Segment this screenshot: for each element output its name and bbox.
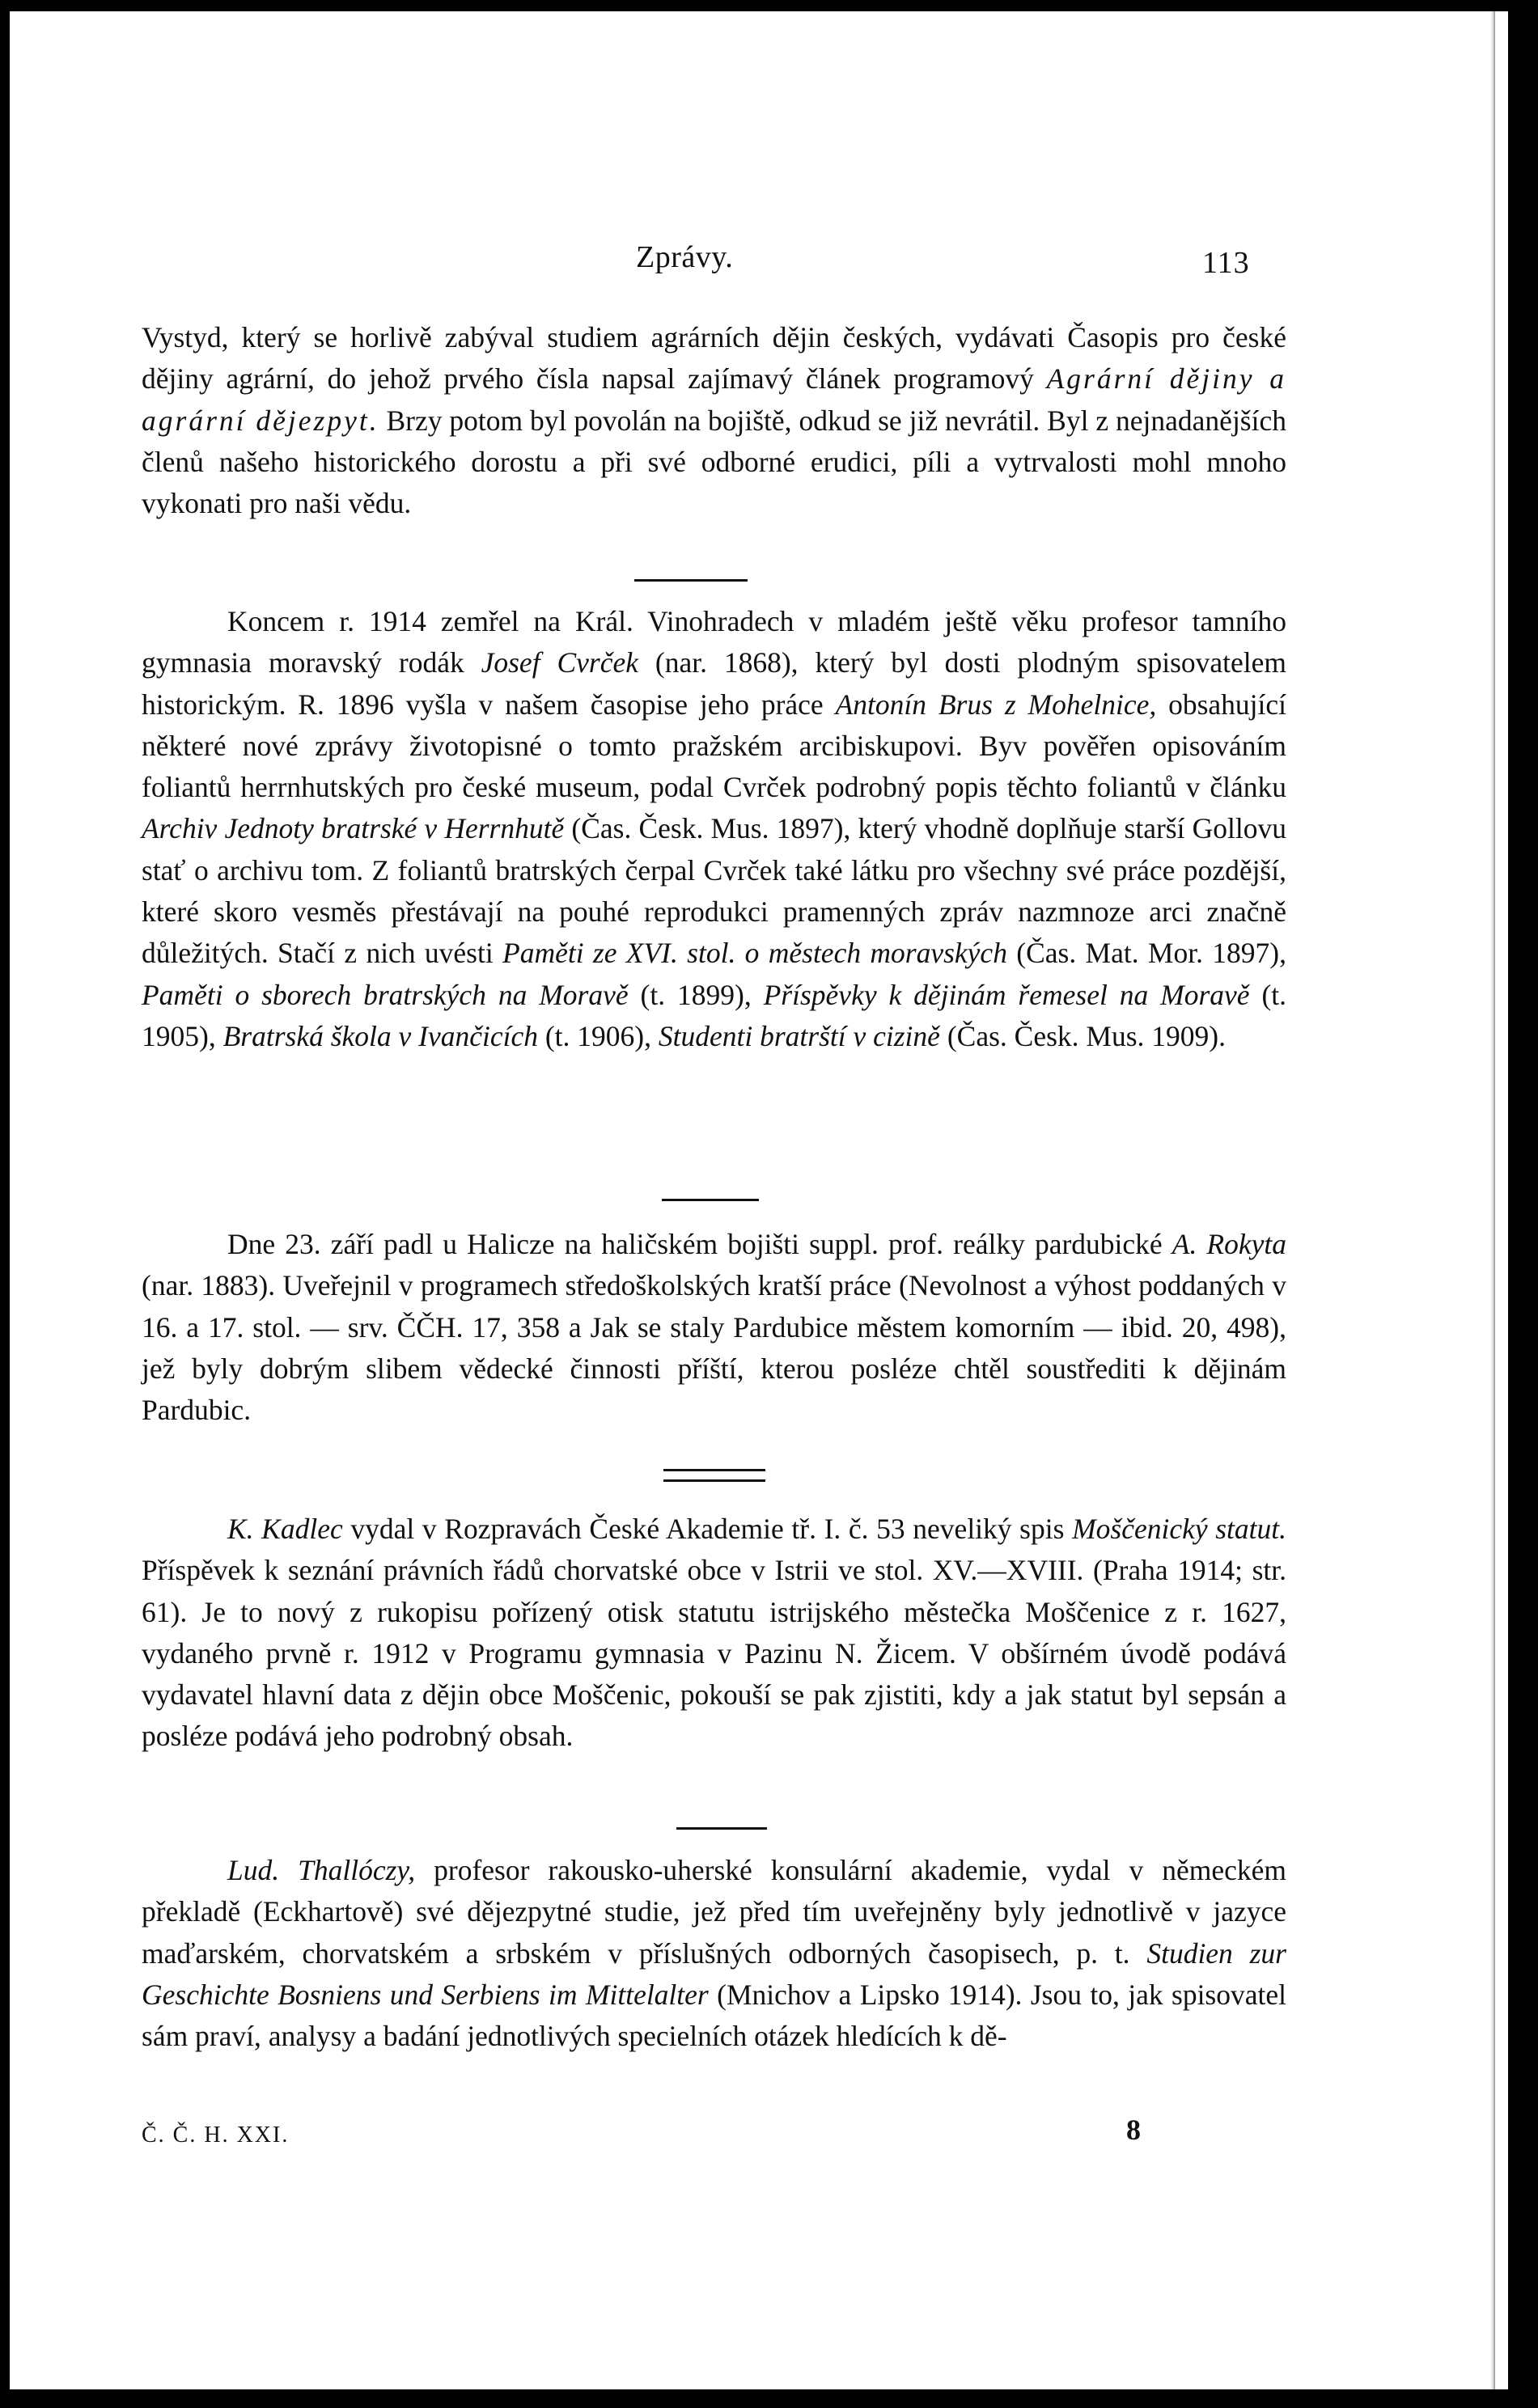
italic-title: Studenti bratrští v cizině	[658, 1019, 940, 1052]
double-divider	[663, 1469, 765, 1482]
section-divider	[676, 1827, 767, 1830]
paragraph-kadlec: K. Kadlec vydal v Rozpravách České Akademie tř. I. č. 53 neveliký spis Moščenický statut. Příspěvek k seznání právních řádů chorvatské obce v Istrii ve stol. XV.—XVIII. (Praha 1914; str. 61). Je to nový z rukopisu pořízený otisk statutu istrijského městečka Moščenice z r. 1627, vydaného prvně r. 1912 v Programu gymnasia v Pazinu N. Žicem. V obšírném úvodě podává vydavatel hlavní data z dějin obce Moščenic, pokouší se pak zjistiti, kdy a jak statut byl sepsán a posléze podává jeho podrobný obsah.	[142, 1513, 1287, 1753]
page-number: 113	[1202, 246, 1250, 280]
paragraph-rokyta: Dne 23. září padl u Halicze na haličském bojišti suppl. prof. reálky pardubické A. Rokyta (nar. 1883). Uveřejnil v programech středoškolských kratší práce (Nevolnost a výhost poddaných v 16. a 17. stol. — srv. ČČH. 17, 358 a Jak se staly Pardubice městem komorním — ibid. 20, 498), jež byly dobrým slibem vědecké činnosti příští, kterou posléze chtěl soustřediti k dějinám Pardubic.	[142, 1228, 1286, 1427]
italic-title: Archiv Jednoty bratrské v Herrnhutě	[142, 812, 565, 845]
signature-mark: Č. Č. H. XXI.	[142, 2122, 290, 2148]
running-title: Zprávy.	[636, 240, 734, 274]
italic-title: Studien zur Geschichte Bosniens und Serbiens im Mittelalter	[142, 1936, 1286, 2011]
section-divider	[634, 579, 748, 582]
italic-title: Agrární dějiny a agrární dějezpyt.	[142, 362, 1286, 437]
sheet-number: 8	[1126, 2114, 1141, 2146]
italic-name: A. Rokyta	[1172, 1228, 1286, 1260]
italic-title: Paměti ze XVI. stol. o městech moravských	[502, 937, 1007, 970]
paragraph-cvrcek: Koncem r. 1914 zemřel na Král. Vinohradech v mladém ještě věku profesor tamního gymnasia moravský rodák Josef Cvrček (nar. 1868), který byl dosti plodným spisovatelem historickým. R. 1896 vyšla v našem časopise jeho práce Antonín Brus z Mohelnice, obsahující některé nové zprávy životopisné o tomto pražském arcibiskupovi. Byv pověřen opisováním foliantů herrnhutských pro české museum, podal Cvrček podrobný popis těchto foliantů v článku Archiv Jednoty bratrské v Herrnhutě (Čas. Česk. Mus. 1897), který vhodně doplňuje starší Gollovu stať o archivu tom. Z foliantů bratrských čerpal Cvrček také látku pro všechny své práce pozdější, které skoro vesměs přestávají na pouhé reprodukci pramenných zpráv nazmnoze arci značně důležitých. Stačí z nich uvésti Paměti ze XVI. stol. o městech moravských (Čas. Mat. Mor. 1897), Paměti o sborech bratrských na Moravě (t. 1899), Příspěvky k dějinám řemesel na Moravě (t. 1905), Bratrská škola v Ivančicích (t. 1906), Studenti bratrští v cizině (Čas. Česk. Mus. 1909).	[142, 605, 1287, 1052]
italic-name: K. Kadlec	[227, 1513, 343, 1545]
section-divider	[662, 1199, 759, 1201]
paragraph-thalloczy: Lud. Thallóczy, profesor rakousko-uherské konsulární akademie, vydal v německém překladě (Eckhartově) své dějezpytné studie, jež před tím uveřejněny byly jednotlivě v jazyce maďarském, chorvatském a srbském v příslušných odborných časopisech, p. t. Studien zur Geschichte Bosniens und Serbiens im Mittelalter (Mnichov a Lipsko 1914). Jsou to, jak spisovatel sám praví, analysy a badání jednotlivých specielních otázek hledících k dě-	[142, 1854, 1286, 2053]
page-edge-shadow	[1490, 11, 1495, 2389]
italic-title: Bratrská škola v Ivančicích	[222, 1019, 538, 1052]
italic-name: Lud. Thallóczy,	[227, 1854, 416, 1886]
italic-title: Antonín Brus z Mohelnice,	[835, 688, 1157, 721]
italic-title: Příspěvky k dějinám řemesel na Moravě	[763, 978, 1250, 1011]
italic-title: Paměti o sborech bratrských na Moravě	[142, 978, 629, 1011]
italic-name: Josef Cvrček	[481, 646, 638, 679]
italic-title: Moščenický statut.	[1072, 1513, 1287, 1545]
paragraph-vystyd: Vystyd, který se horlivě zabýval studiem agrárních dějin českých, vydávati Časopis pro české dějiny agrární, do jehož prvého čísla napsal zajímavý článek programový Agrární dějiny a agrární dějezpyt. Brzy potom byl povolán na bojiště, odkud se již nevrátil. Byl z nejnadanějších členů našeho historického dorostu a při své odborné erudici, píli a vytrvalosti mohl mnoho vykonati pro naši vědu.	[142, 321, 1286, 520]
